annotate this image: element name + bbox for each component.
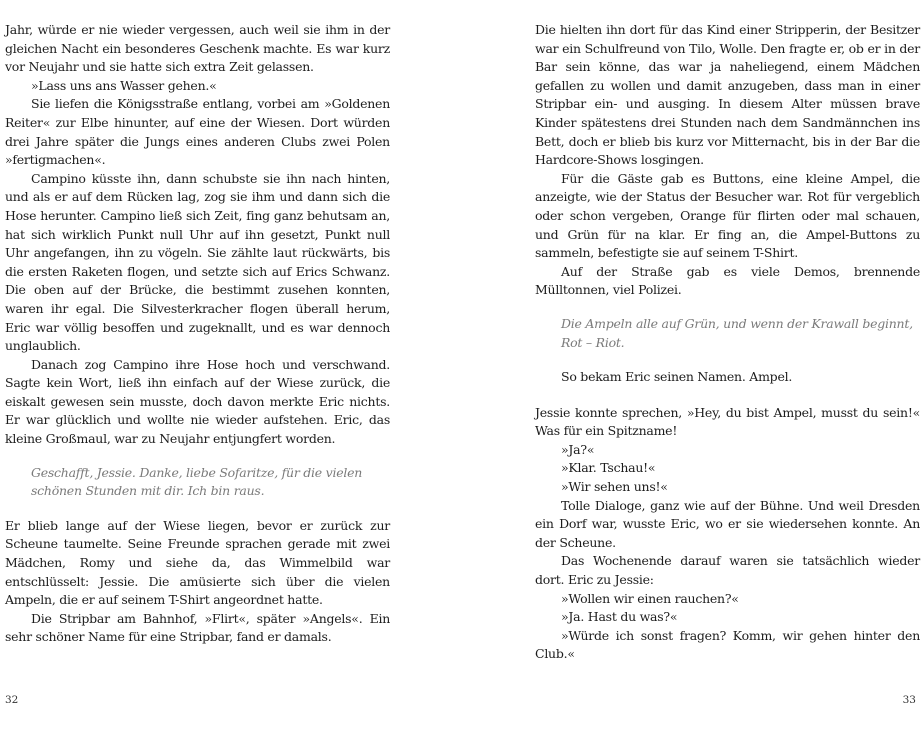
dialogue-line: »Wollen wir einen rauchen?« <box>561 590 739 606</box>
left-page <box>0 0 460 736</box>
paragraph: Auf der Straße gab es viele Demos, brennende Mülltonnen, viel Polizei. <box>535 263 920 298</box>
paragraph: Sie liefen die Königsstraße entlang, vorbei am »Goldenen Reiter« zur Elbe hinunter, auf eine der Wiesen. Dort würden drei Jahre später die Jungs eines anderen Clubs zwei Polen »fertigmachen«. <box>5 96 390 168</box>
paragraph: Das Wochenende darauf waren sie tatsächlich wieder dort. Eric zu Jessie: <box>535 553 920 588</box>
paragraph: Danach zog Campino ihre Hose hoch und verschwand. Sagte kein Wort, ließ ihn einfach auf der Wiese zurück, die eiskalt gewesen sein musste, doch davon merkte Eric nichts. Er war glücklich und wollte nie wieder aufstehen. Eric, das kleine Großmaul, war zu Neujahr entjungfert worden. <box>5 356 390 447</box>
paragraph: Die Stripbar am Bahnhof, »Flirt«, später »Angels«. Ein sehr schöner Name für eine Stripbar, fand er damals. <box>5 610 390 645</box>
paragraph: Für die Gäste gab es Buttons, eine kleine Ampel, die anzeigte, wie der Status der Besucher war. Rot für vergeblich oder schon vergeben, Orange für flirten oder mal schauen, und Grün für na klar. Er fing an, die Ampel-Buttons zu sammeln, befestigte sie auf seinem T-Shirt. <box>535 170 920 261</box>
paragraph: »Lass uns ans Wasser gehen.« <box>31 77 217 93</box>
quote-line: schönen Stunden mit dir. Ich bin raus. <box>31 483 265 499</box>
dialogue-line: »Klar. Tschau!« <box>561 460 656 476</box>
dialogue-line: »Ja. Hast du was?« <box>561 609 678 625</box>
dialogue-line: »Würde ich sonst fragen? Komm, wir gehen hinter den Club.« <box>535 627 920 662</box>
left-page-text <box>5 21 390 647</box>
paragraph: Jessie konnte sprechen, »Hey, du bist Ampel, musst du sein!« Was für ein Spitzname! <box>535 404 920 439</box>
italic-quote <box>5 464 390 501</box>
italic-quote <box>535 315 920 352</box>
page-number: 33 <box>902 694 916 706</box>
dialogue-line: »Wir sehen uns!« <box>561 479 668 495</box>
paragraph: Tolle Dialoge, ganz wie auf der Bühne. Und weil Dresden ein Dorf war, wusste Eric, wo er sie wiedersehen konnte. An der Scheune. <box>535 497 920 550</box>
page-number: 32 <box>5 694 19 706</box>
paragraph: Jahr, würde er nie wieder vergessen, auch weil sie ihm in der gleichen Nacht ein besonderes Geschenk machte. Es war kurz vor Neujahr und sie hatte sich extra Zeit gelassen. <box>5 22 390 75</box>
dialogue-line: »Ja?« <box>561 441 595 457</box>
right-page-text <box>535 21 920 664</box>
paragraph: Die hielten ihn dort für das Kind einer Stripperin, der Besitzer war ein Schulfreund von Tilo, Wolle. Den fragte er, ob er in der Bar sein könne, das war ja naheliegend, einem Mädchen gefallen zu wollen und damit anzugeben, dass man in einer Stripbar ein- und ausging. In diesem Alter müssen brave Kinder spätestens drei Stunden nach dem Sandmännchen ins Bett, doch er blieb bis kurz vor Mitternacht, bis in der Bar die Hardcore-Shows losgingen. <box>535 22 920 168</box>
paragraph: Campino küsste ihn, dann schubste sie ihn nach hinten, und als er auf dem Rücken lag, zog sie ihm und dann sich die Hose herunter. Campino ließ sich Zeit, fing ganz behutsam an, hat sich wirklich Punkt null Uhr auf ihn gesetzt, Punkt null Uhr angefangen, ihn zu vögeln. Sie zählte laut rückwärts, bis die ersten Raketen flogen, und setzte sich auf Erics Schwanz. Die oben auf der Brücke, die bestimmt zusehen konnten, waren ihr egal. Die Silvesterkracher flogen überall herum, Eric war völlig besoffen und zugeknallt, und es war dennoch unglaublich. <box>5 170 390 354</box>
paragraph: Er blieb lange auf der Wiese liegen, bevor er zurück zur Scheune taumelte. Seine Freunde sprachen gerade mit zwei Mädchen, Romy und siehe da, das Wimmelbild war entschlüsselt: Jessie. Die amüsierte sich über die vielen Ampeln, die er auf seinem T-Shirt angeordnet hatte. <box>5 517 390 608</box>
quote-line: Rot – Riot. <box>561 334 625 350</box>
quote-line: Die Ampeln alle auf Grün, und wenn der Krawall beginnt, <box>561 315 913 331</box>
paragraph: So bekam Eric seinen Namen. Ampel. <box>561 369 793 385</box>
section-break <box>535 387 920 404</box>
right-page <box>461 0 921 736</box>
quote-line: Geschafft, Jessie. Danke, liebe Sofaritze, für die vielen <box>31 464 363 480</box>
